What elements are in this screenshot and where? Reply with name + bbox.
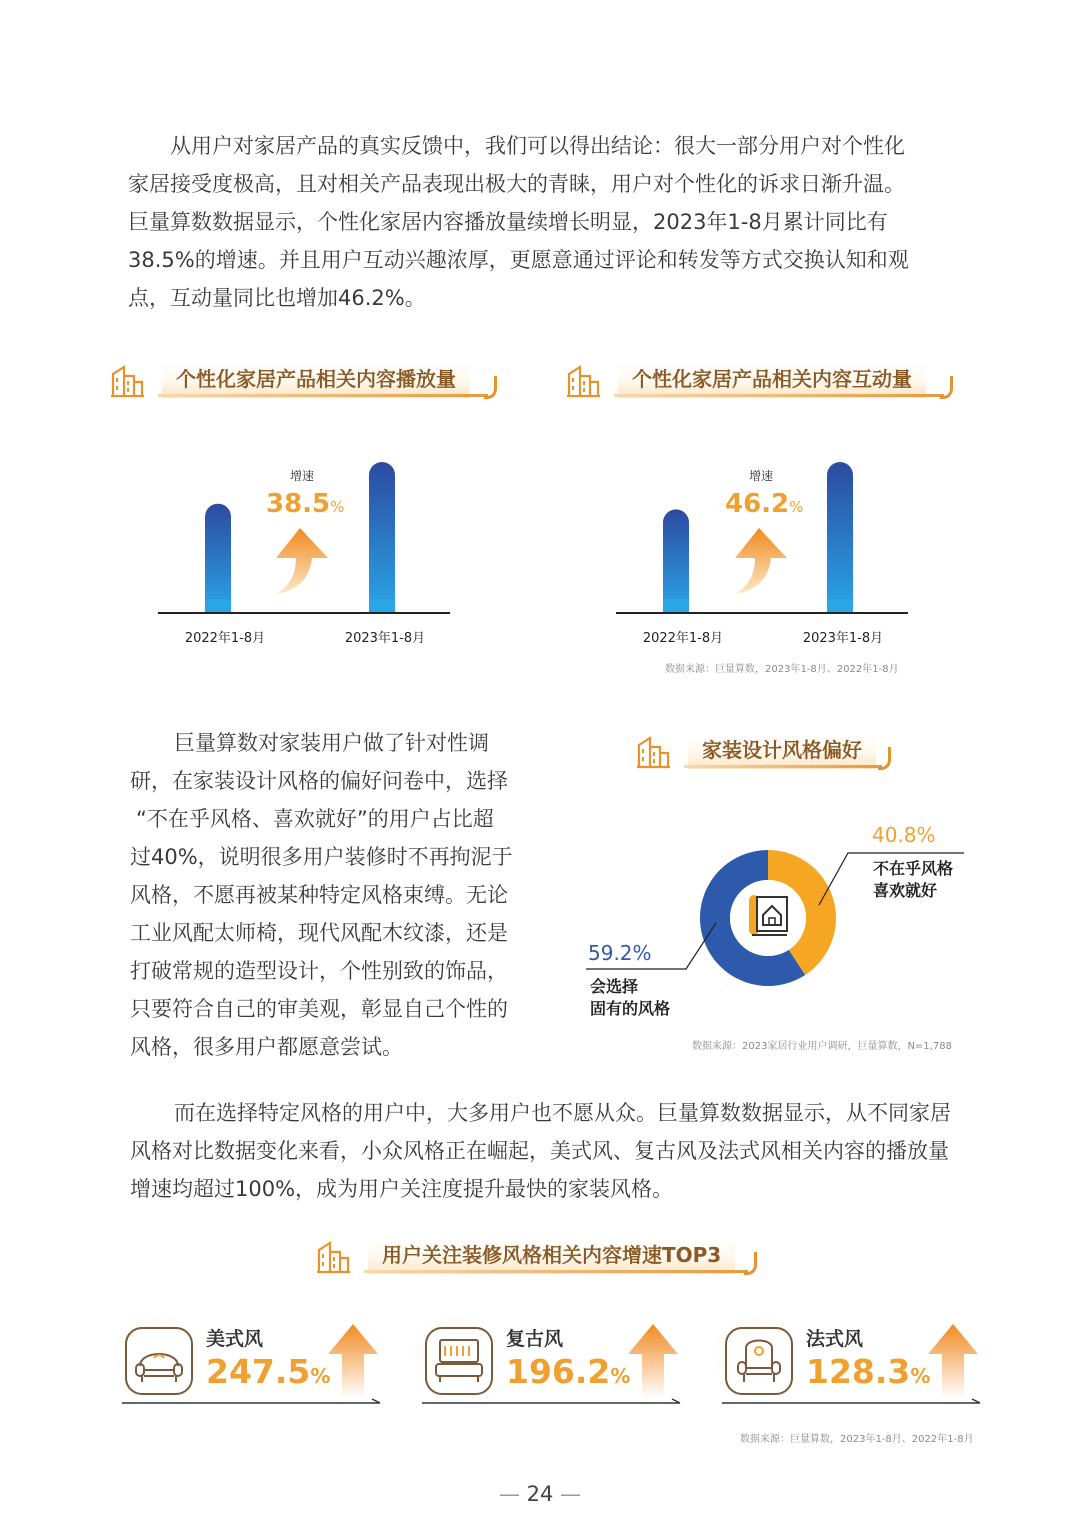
left-chart-category: 2023年1-8月 bbox=[344, 631, 426, 646]
page-number-value: 24 bbox=[526, 1482, 554, 1506]
up-arrow-icon bbox=[326, 1324, 380, 1398]
bar-chart-source: 数据来源：巨量算数，2023年1-8月、2022年1-8月 bbox=[665, 664, 899, 675]
right-chart-category: 2022年1-8月 bbox=[642, 631, 724, 646]
pie-label-line: 喜欢就好 bbox=[873, 881, 938, 900]
intro-line: 38.5%的增速。并且用户互动兴趣浓厚，更愿意通过评论和转发等方式交换认知和观 bbox=[128, 248, 909, 272]
page-number bbox=[0, 1482, 1080, 1506]
top3-value bbox=[506, 1352, 630, 1391]
top3-number: 128.3 bbox=[806, 1352, 911, 1391]
left-chart-title bbox=[110, 362, 510, 402]
middle-paragraph bbox=[130, 724, 530, 1066]
page-dash: — bbox=[553, 1482, 582, 1506]
title-underline bbox=[684, 765, 882, 768]
top3-unit: % bbox=[610, 1364, 631, 1388]
top3-card bbox=[120, 1318, 380, 1408]
lower-line: 风格对比数据变化来看，小众风格正在崛起，美式风、复古风及法式风相关内容的播放量 bbox=[130, 1139, 949, 1163]
pie-chart-title-text: 家装设计风格偏好 bbox=[688, 733, 876, 769]
right-chart-category: 2023年1-8月 bbox=[802, 631, 884, 646]
bar-2023年1-8月 bbox=[827, 462, 853, 613]
bar-2023年1-8月 bbox=[369, 462, 395, 613]
title-hook bbox=[940, 376, 953, 399]
middle-line: “不在乎风格、喜欢就好”的用户占比超 bbox=[136, 807, 494, 831]
intro-line: 巨量算数数据显示，个性化家居内容播放量续增长明显，2023年1-8月累计同比有 bbox=[128, 210, 888, 234]
top3-name: 美式风 bbox=[206, 1328, 264, 1350]
top3-name: 法式风 bbox=[806, 1328, 864, 1350]
right-chart-title-text: 个性化家居产品相关内容互动量 bbox=[618, 362, 926, 398]
middle-line: 研，在家装设计风格的偏好问卷中，选择 bbox=[130, 769, 508, 793]
pie-label-fixed bbox=[590, 976, 670, 1020]
top3-title-text: 用户关注装修风格相关内容增速TOP3 bbox=[368, 1238, 735, 1274]
top3-source: 数据来源：巨量算数，2023年1-8月、2022年1-8月 bbox=[740, 1434, 974, 1445]
title-hook bbox=[744, 1252, 757, 1275]
pie-pct-flexible: 40.8% bbox=[872, 823, 936, 847]
title-underline bbox=[158, 394, 488, 397]
sofa-icon bbox=[124, 1326, 194, 1396]
title-hook bbox=[878, 747, 891, 770]
bar-2022年1-8月 bbox=[205, 504, 231, 613]
middle-line: 风格，不愿再被某种特定风格束缚。无论 bbox=[130, 883, 508, 907]
bar-base-fill bbox=[369, 599, 395, 612]
bar-base-fill bbox=[205, 599, 231, 612]
left-growth-value bbox=[266, 489, 344, 519]
intro-line: 点，互动量同比也增加46.2%。 bbox=[128, 286, 426, 310]
building-icon bbox=[636, 735, 672, 769]
pie-label-line: 会选择 bbox=[590, 977, 639, 996]
pie-source: 数据来源：2023家居行业用户调研，巨量算数，N=1,788 bbox=[692, 1041, 952, 1052]
building-icon bbox=[566, 364, 602, 398]
left-chart-category: 2022年1-8月 bbox=[184, 631, 266, 646]
card-baseline bbox=[422, 1398, 684, 1406]
armchair-icon bbox=[724, 1326, 794, 1396]
top3-title bbox=[316, 1238, 776, 1278]
card-baseline bbox=[722, 1398, 984, 1406]
middle-line: 只要符合自己的审美观，彰显自己个性的 bbox=[130, 997, 508, 1021]
top3-card bbox=[720, 1318, 980, 1408]
pie-pct-fixed: 59.2% bbox=[588, 941, 652, 965]
right-chart-title bbox=[566, 362, 966, 402]
up-arrow-icon bbox=[729, 528, 789, 596]
middle-line: 巨量算数对家装用户做了针对性调 bbox=[174, 731, 489, 755]
up-arrow-icon bbox=[926, 1324, 980, 1398]
middle-line: 打破常规的造型设计，个性别致的饰品， bbox=[130, 959, 508, 983]
top3-value bbox=[206, 1352, 330, 1391]
top3-number: 247.5 bbox=[206, 1352, 311, 1391]
pie-chart-title bbox=[636, 733, 916, 773]
intro-line: 从用户对家居产品的真实反馈中，我们可以得出结论：很大一部分用户对个性化 bbox=[170, 134, 905, 158]
right-growth-value bbox=[725, 489, 803, 519]
top3-unit: % bbox=[310, 1364, 331, 1388]
middle-line: 过40%，说明很多用户装修时不再拘泥于 bbox=[130, 845, 513, 869]
bar-base-fill bbox=[827, 599, 853, 612]
left-growth-label: 增速 bbox=[289, 469, 314, 483]
up-arrow-icon bbox=[626, 1324, 680, 1398]
tv-cabinet-icon bbox=[424, 1326, 494, 1396]
intro-paragraph bbox=[128, 127, 958, 317]
bar-2022年1-8月 bbox=[663, 509, 689, 613]
up-arrow-icon bbox=[270, 528, 330, 596]
right-growth-number: 46.2 bbox=[725, 489, 790, 519]
page-dash: — bbox=[498, 1482, 527, 1506]
title-hook bbox=[484, 376, 497, 399]
lower-line: 而在选择特定风格的用户中，大多用户也不愿从众。巨量算数数据显示，从不同家居 bbox=[174, 1101, 951, 1125]
bar-base-fill bbox=[663, 599, 689, 612]
middle-line: 风格，很多用户都愿意尝试。 bbox=[130, 1035, 403, 1059]
lower-line: 增速均超过100%，成为用户关注度提升最快的家装风格。 bbox=[130, 1177, 674, 1201]
building-icon bbox=[110, 364, 146, 398]
top3-number: 196.2 bbox=[506, 1352, 611, 1391]
lower-paragraph bbox=[130, 1094, 980, 1208]
left-growth-number: 38.5 bbox=[266, 489, 331, 519]
card-baseline bbox=[122, 1398, 384, 1406]
building-icon bbox=[316, 1240, 352, 1274]
left-chart-title-text: 个性化家居产品相关内容播放量 bbox=[162, 362, 470, 398]
top3-unit: % bbox=[910, 1364, 931, 1388]
top3-name: 复古风 bbox=[506, 1328, 564, 1350]
pie-label-line: 固有的风格 bbox=[590, 999, 671, 1018]
top3-card bbox=[420, 1318, 680, 1408]
right-growth-unit: % bbox=[789, 498, 804, 516]
left-growth-unit: % bbox=[330, 498, 345, 516]
pie-label-flexible bbox=[873, 858, 953, 902]
title-underline bbox=[614, 394, 944, 397]
middle-line: 工业风配太师椅，现代风配木纹漆，还是 bbox=[130, 921, 508, 945]
right-growth-label: 增速 bbox=[748, 469, 773, 483]
intro-line: 家居接受度极高，且对相关产品表现出极大的青睐，用户对个性化的诉求日渐升温。 bbox=[128, 172, 905, 196]
pie-label-line: 不在乎风格 bbox=[873, 859, 954, 878]
top3-value bbox=[806, 1352, 930, 1391]
title-underline bbox=[364, 1270, 748, 1273]
